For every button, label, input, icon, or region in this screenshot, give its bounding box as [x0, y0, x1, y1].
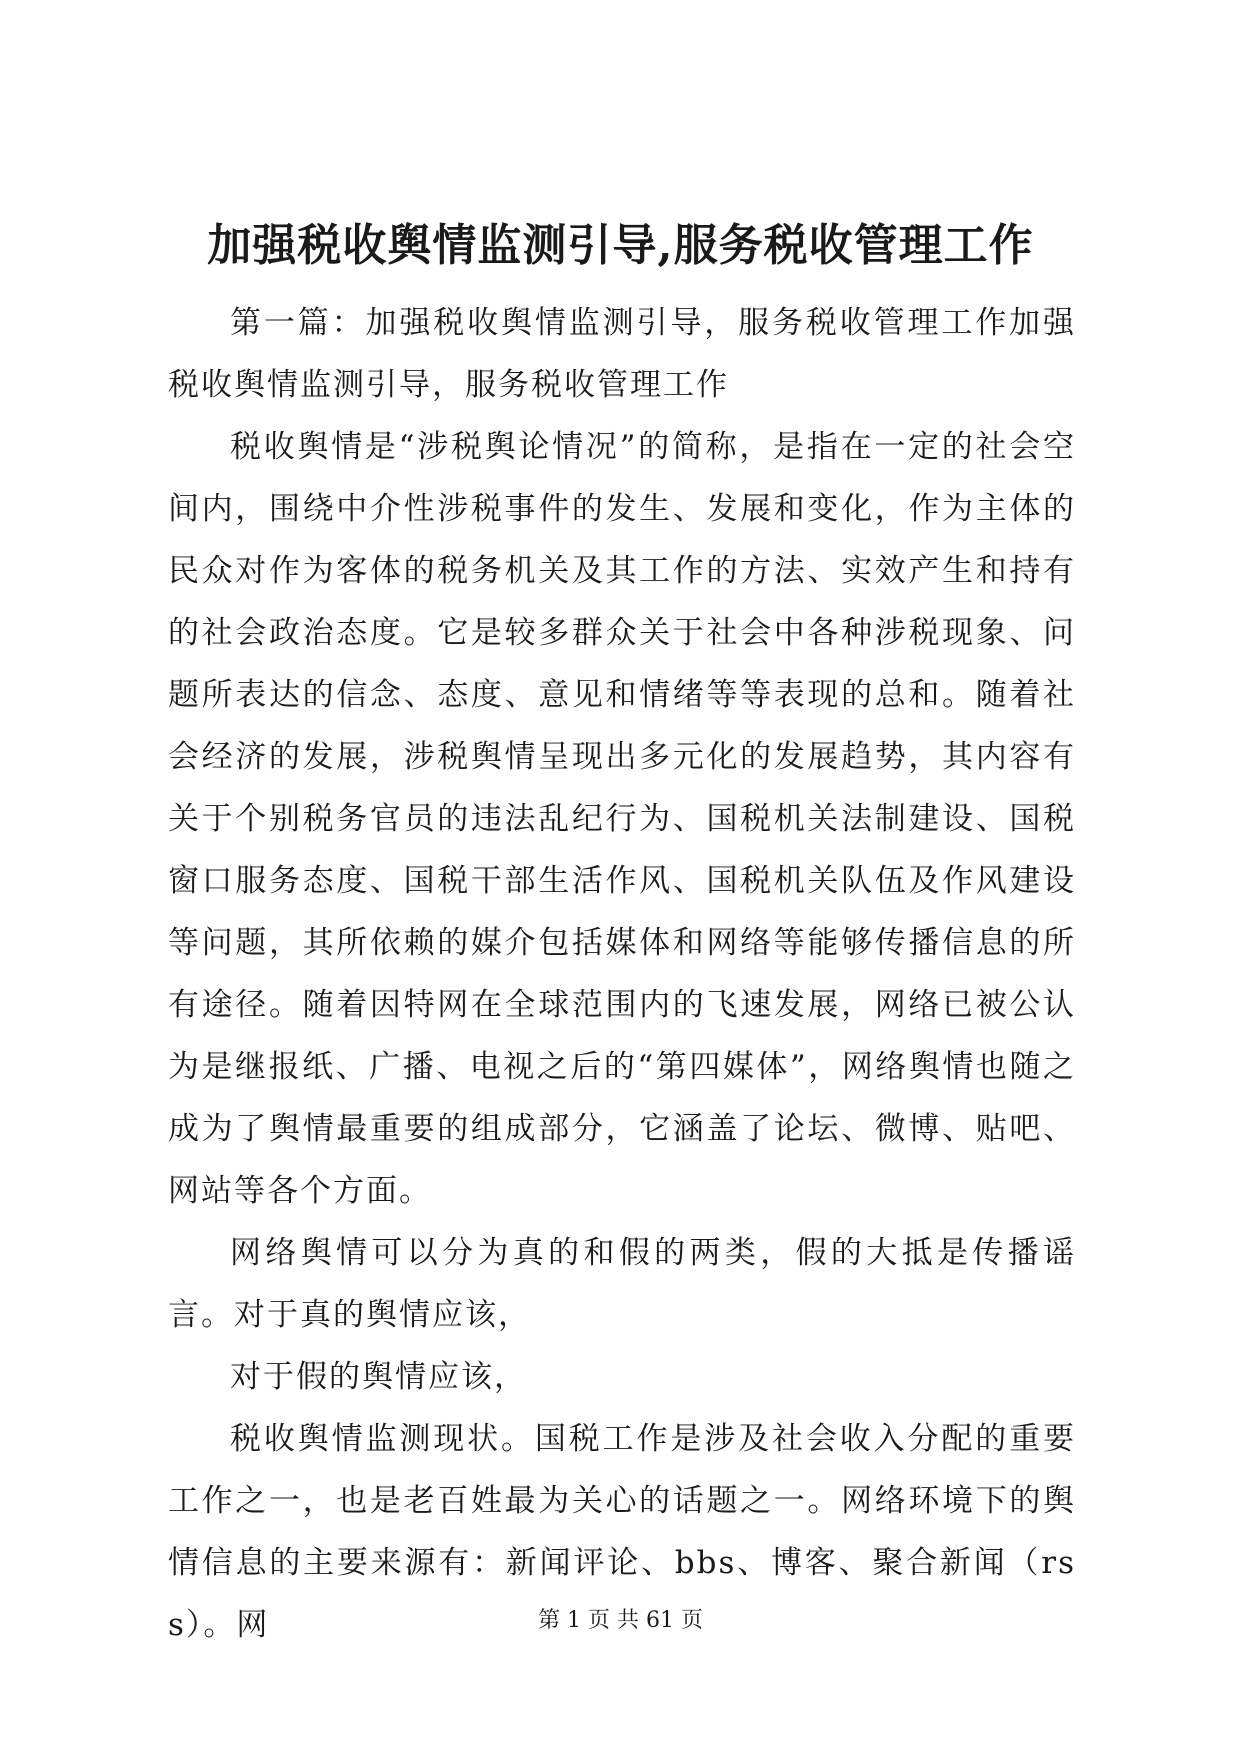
page-footer: 第 1 页 共 61 页: [538, 1608, 703, 1633]
paragraph: 网络舆情可以分为真的和假的两类，假的大抵是传播谣言。对于真的舆情应该，: [168, 1235, 1076, 1333]
paragraph: 税收舆情监测现状。国税工作是涉及社会收入分配的重要工作之一，也是老百姓最为关心的话题之一。网络环境下的舆情信息的主要来源有：新闻评论、bbs、博客、聚合新闻（rss）。网: [168, 1421, 1076, 1643]
paragraph: 对于假的舆情应该，: [230, 1359, 527, 1395]
document-title: 加强税收舆情监测引导,服务税收管理工作: [207, 220, 1034, 271]
paragraph: 税收舆情是“涉税舆论情况”的简称，是指在一定的社会空间内，围绕中介性涉税事件的发生、发展和变化，作为主体的民众对作为客体的税务机关及其工作的方法、实效产生和持有的社会政治态度。它是较多群众关于社会中各种涉税现象、问题所表达的信念、态度、意见和情绪等等表现的总和。随着社会经济的发展，涉税舆情呈现出多元化的发展趋势，其内容有关于个别税务官员的违法乱纪行为、国税机关法制建设、国税窗口服务态度、国税干部生活作风、国税机关队伍及作风建设等问题，其所依赖的媒介包括媒体和网络等能够传播信息的所有途径。随着因特网在全球范围内的飞速发展，网络已被公认为是继报纸、广播、电视之后的“第四媒体”，网络舆情也随之成为了舆情最重要的组成部分，它涵盖了论坛、微博、贴吧、网站等各个方面。: [168, 429, 1076, 1209]
paragraph: 第一篇：加强税收舆情监测引导，服务税收管理工作加强税收舆情监测引导，服务税收管理工作: [168, 305, 1076, 403]
document-body: [168, 292, 1076, 1656]
